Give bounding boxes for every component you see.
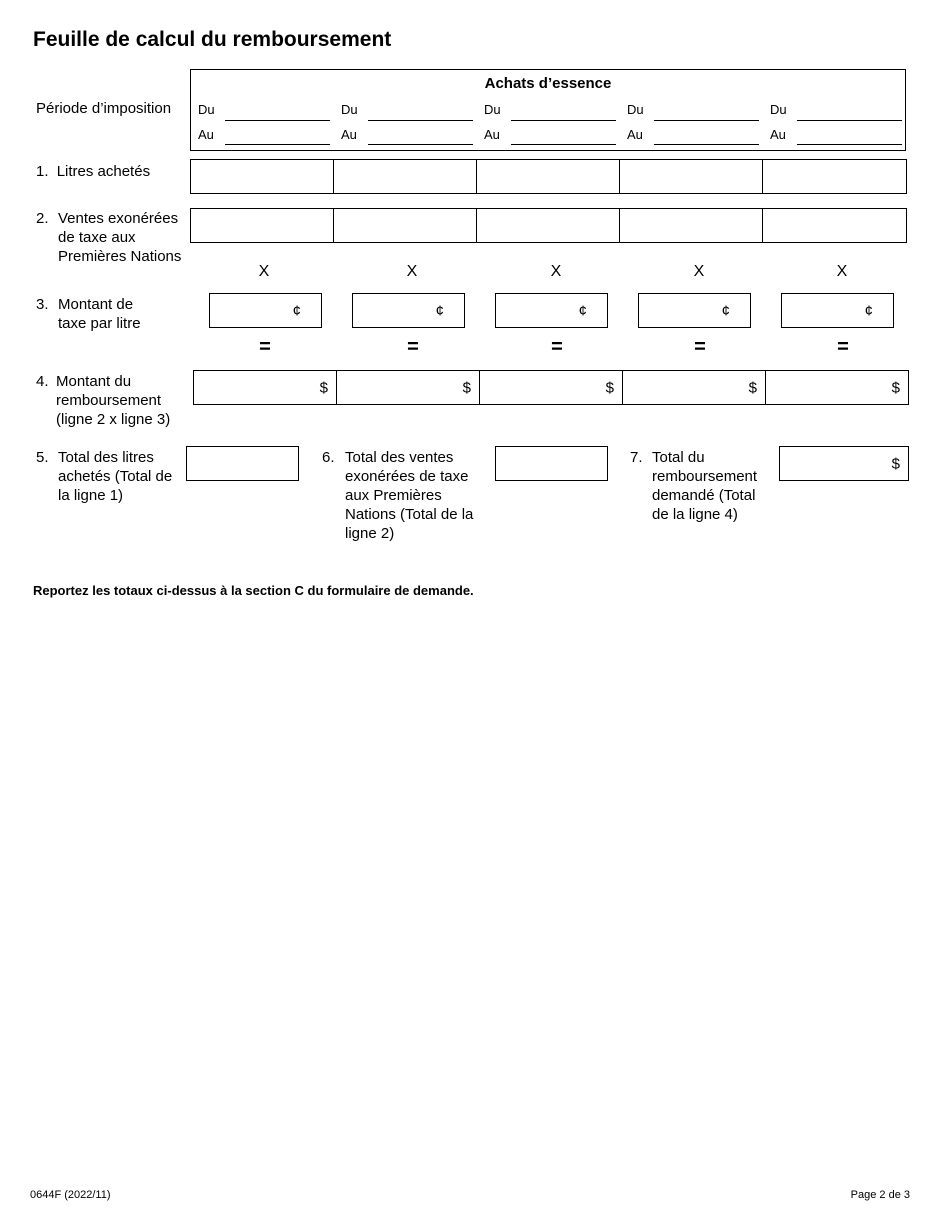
litres-input-2[interactable]: [333, 159, 477, 194]
form-id: 0644F (2022/11): [30, 1189, 111, 1201]
row1-text: Litres achetés: [56, 163, 151, 180]
period-from-field-3[interactable]: [511, 120, 616, 121]
litres-input-5[interactable]: [762, 159, 907, 194]
row3-label: [36, 295, 186, 333]
period-to-field-2[interactable]: [368, 144, 473, 145]
total6-number: 6.: [322, 449, 335, 466]
period-from-label-4: Du: [627, 102, 644, 117]
total5-number: 5.: [36, 449, 49, 466]
total7-label: [630, 448, 775, 524]
period-from-field-1[interactable]: [225, 120, 330, 121]
exempt-sales-input-2[interactable]: [333, 208, 477, 243]
total6-line1: Total des ventes: [345, 449, 454, 466]
total7-line3: demandé (Total: [652, 487, 756, 504]
row2-line3: Premières Nations: [58, 248, 182, 265]
row4-line2: remboursement: [56, 392, 162, 409]
row4-line1: Montant du: [56, 373, 132, 390]
period-to-label-5: Au: [770, 127, 786, 142]
total-refund-input[interactable]: [779, 446, 909, 481]
row3-line2: taxe par litre: [58, 315, 141, 332]
tax-per-litre-input-4[interactable]: [638, 293, 751, 328]
total7-number: 7.: [630, 449, 643, 466]
period-from-label-5: Du: [770, 102, 787, 117]
total7-line4: de la ligne 4): [652, 506, 738, 523]
tax-per-litre-input-2[interactable]: [352, 293, 465, 328]
period-to-field-4[interactable]: [654, 144, 759, 145]
equals-sign-1: =: [259, 336, 271, 358]
total7-line2: remboursement: [652, 468, 758, 485]
page-number: Page 2 de 3: [850, 1189, 910, 1201]
period-from-field-2[interactable]: [368, 120, 473, 121]
dollar-unit: $: [605, 379, 614, 396]
refund-amount-input-3[interactable]: [479, 370, 623, 405]
period-from-label-2: Du: [341, 102, 358, 117]
total6-line3: aux Premières: [345, 487, 442, 504]
row1-label: [36, 162, 186, 181]
exempt-sales-input-3[interactable]: [476, 208, 620, 243]
period-from-label-3: Du: [484, 102, 501, 117]
period-from-field-4[interactable]: [654, 120, 759, 121]
equals-sign-5: =: [837, 336, 849, 358]
dollar-unit: $: [748, 379, 757, 396]
exempt-sales-input-4[interactable]: [619, 208, 763, 243]
page-title: Feuille de calcul du remboursement: [33, 28, 392, 51]
period-to-field-3[interactable]: [511, 144, 616, 145]
litres-input-3[interactable]: [476, 159, 620, 194]
multiply-sign-5: X: [836, 263, 848, 280]
period-frame: [190, 97, 906, 151]
multiply-sign-4: X: [693, 263, 705, 280]
total6-line2: exonérées de taxe: [345, 468, 469, 485]
row2-label: [36, 209, 188, 266]
refund-amount-input-5[interactable]: [765, 370, 909, 405]
litres-input-1[interactable]: [190, 159, 334, 194]
total6-label: [322, 448, 492, 543]
equals-sign-4: =: [694, 336, 706, 358]
period-label: Période d’imposition: [36, 100, 172, 117]
tax-per-litre-input-3[interactable]: [495, 293, 608, 328]
row2-line1: Ventes exonérées: [58, 210, 179, 227]
cent-unit: ¢: [864, 302, 873, 319]
period-to-label-3: Au: [484, 127, 500, 142]
tax-per-litre-input-1[interactable]: [209, 293, 322, 328]
equals-sign-2: =: [407, 336, 419, 358]
exempt-sales-input-1[interactable]: [190, 208, 334, 243]
period-from-label-1: Du: [198, 102, 215, 117]
table-header: Achats d’essence: [190, 69, 906, 98]
dollar-unit: $: [462, 379, 471, 396]
tax-per-litre-input-5[interactable]: [781, 293, 894, 328]
period-to-label-2: Au: [341, 127, 357, 142]
dollar-unit: $: [891, 379, 900, 396]
refund-amount-input-1[interactable]: [193, 370, 337, 405]
row4-number: 4.: [36, 373, 49, 390]
row2-line2: de taxe aux: [58, 229, 136, 246]
period-from-field-5[interactable]: [797, 120, 902, 121]
multiply-sign-3: X: [550, 263, 562, 280]
total6-line4: Nations (Total de la: [345, 506, 474, 523]
cent-unit: ¢: [721, 302, 730, 319]
total-litres-input[interactable]: [186, 446, 299, 481]
total5-line1: Total des litres: [58, 449, 154, 466]
total7-line1: Total du: [652, 449, 705, 466]
cent-unit: ¢: [435, 302, 444, 319]
period-to-field-5[interactable]: [797, 144, 902, 145]
row3-line1: Montant de: [58, 296, 134, 313]
dollar-unit: $: [891, 455, 900, 472]
period-to-field-1[interactable]: [225, 144, 330, 145]
row3-number: 3.: [36, 296, 49, 313]
total6-line5: ligne 2): [345, 525, 395, 542]
total5-line3: la ligne 1): [58, 487, 124, 504]
exempt-sales-input-5[interactable]: [762, 208, 907, 243]
litres-input-4[interactable]: [619, 159, 763, 194]
refund-amount-input-4[interactable]: [622, 370, 766, 405]
multiply-sign-2: X: [406, 263, 418, 280]
row4-line3: (ligne 2 x ligne 3): [56, 411, 171, 428]
refund-amount-input-2[interactable]: [336, 370, 480, 405]
total-exempt-sales-input[interactable]: [495, 446, 608, 481]
cent-unit: ¢: [578, 302, 587, 319]
dollar-unit: $: [319, 379, 328, 396]
period-to-label-1: Au: [198, 127, 214, 142]
equals-sign-3: =: [551, 336, 563, 358]
row2-number: 2.: [36, 210, 49, 227]
cent-unit: ¢: [292, 302, 301, 319]
row4-label: [36, 372, 191, 429]
row1-number: 1.: [36, 163, 49, 180]
instruction-note: Reportez les totaux ci-dessus à la section C du formulaire de demande.: [33, 583, 474, 598]
multiply-sign-1: X: [258, 263, 270, 280]
total5-line2: achetés (Total de: [58, 468, 173, 485]
total5-label: [36, 448, 186, 505]
period-to-label-4: Au: [627, 127, 643, 142]
